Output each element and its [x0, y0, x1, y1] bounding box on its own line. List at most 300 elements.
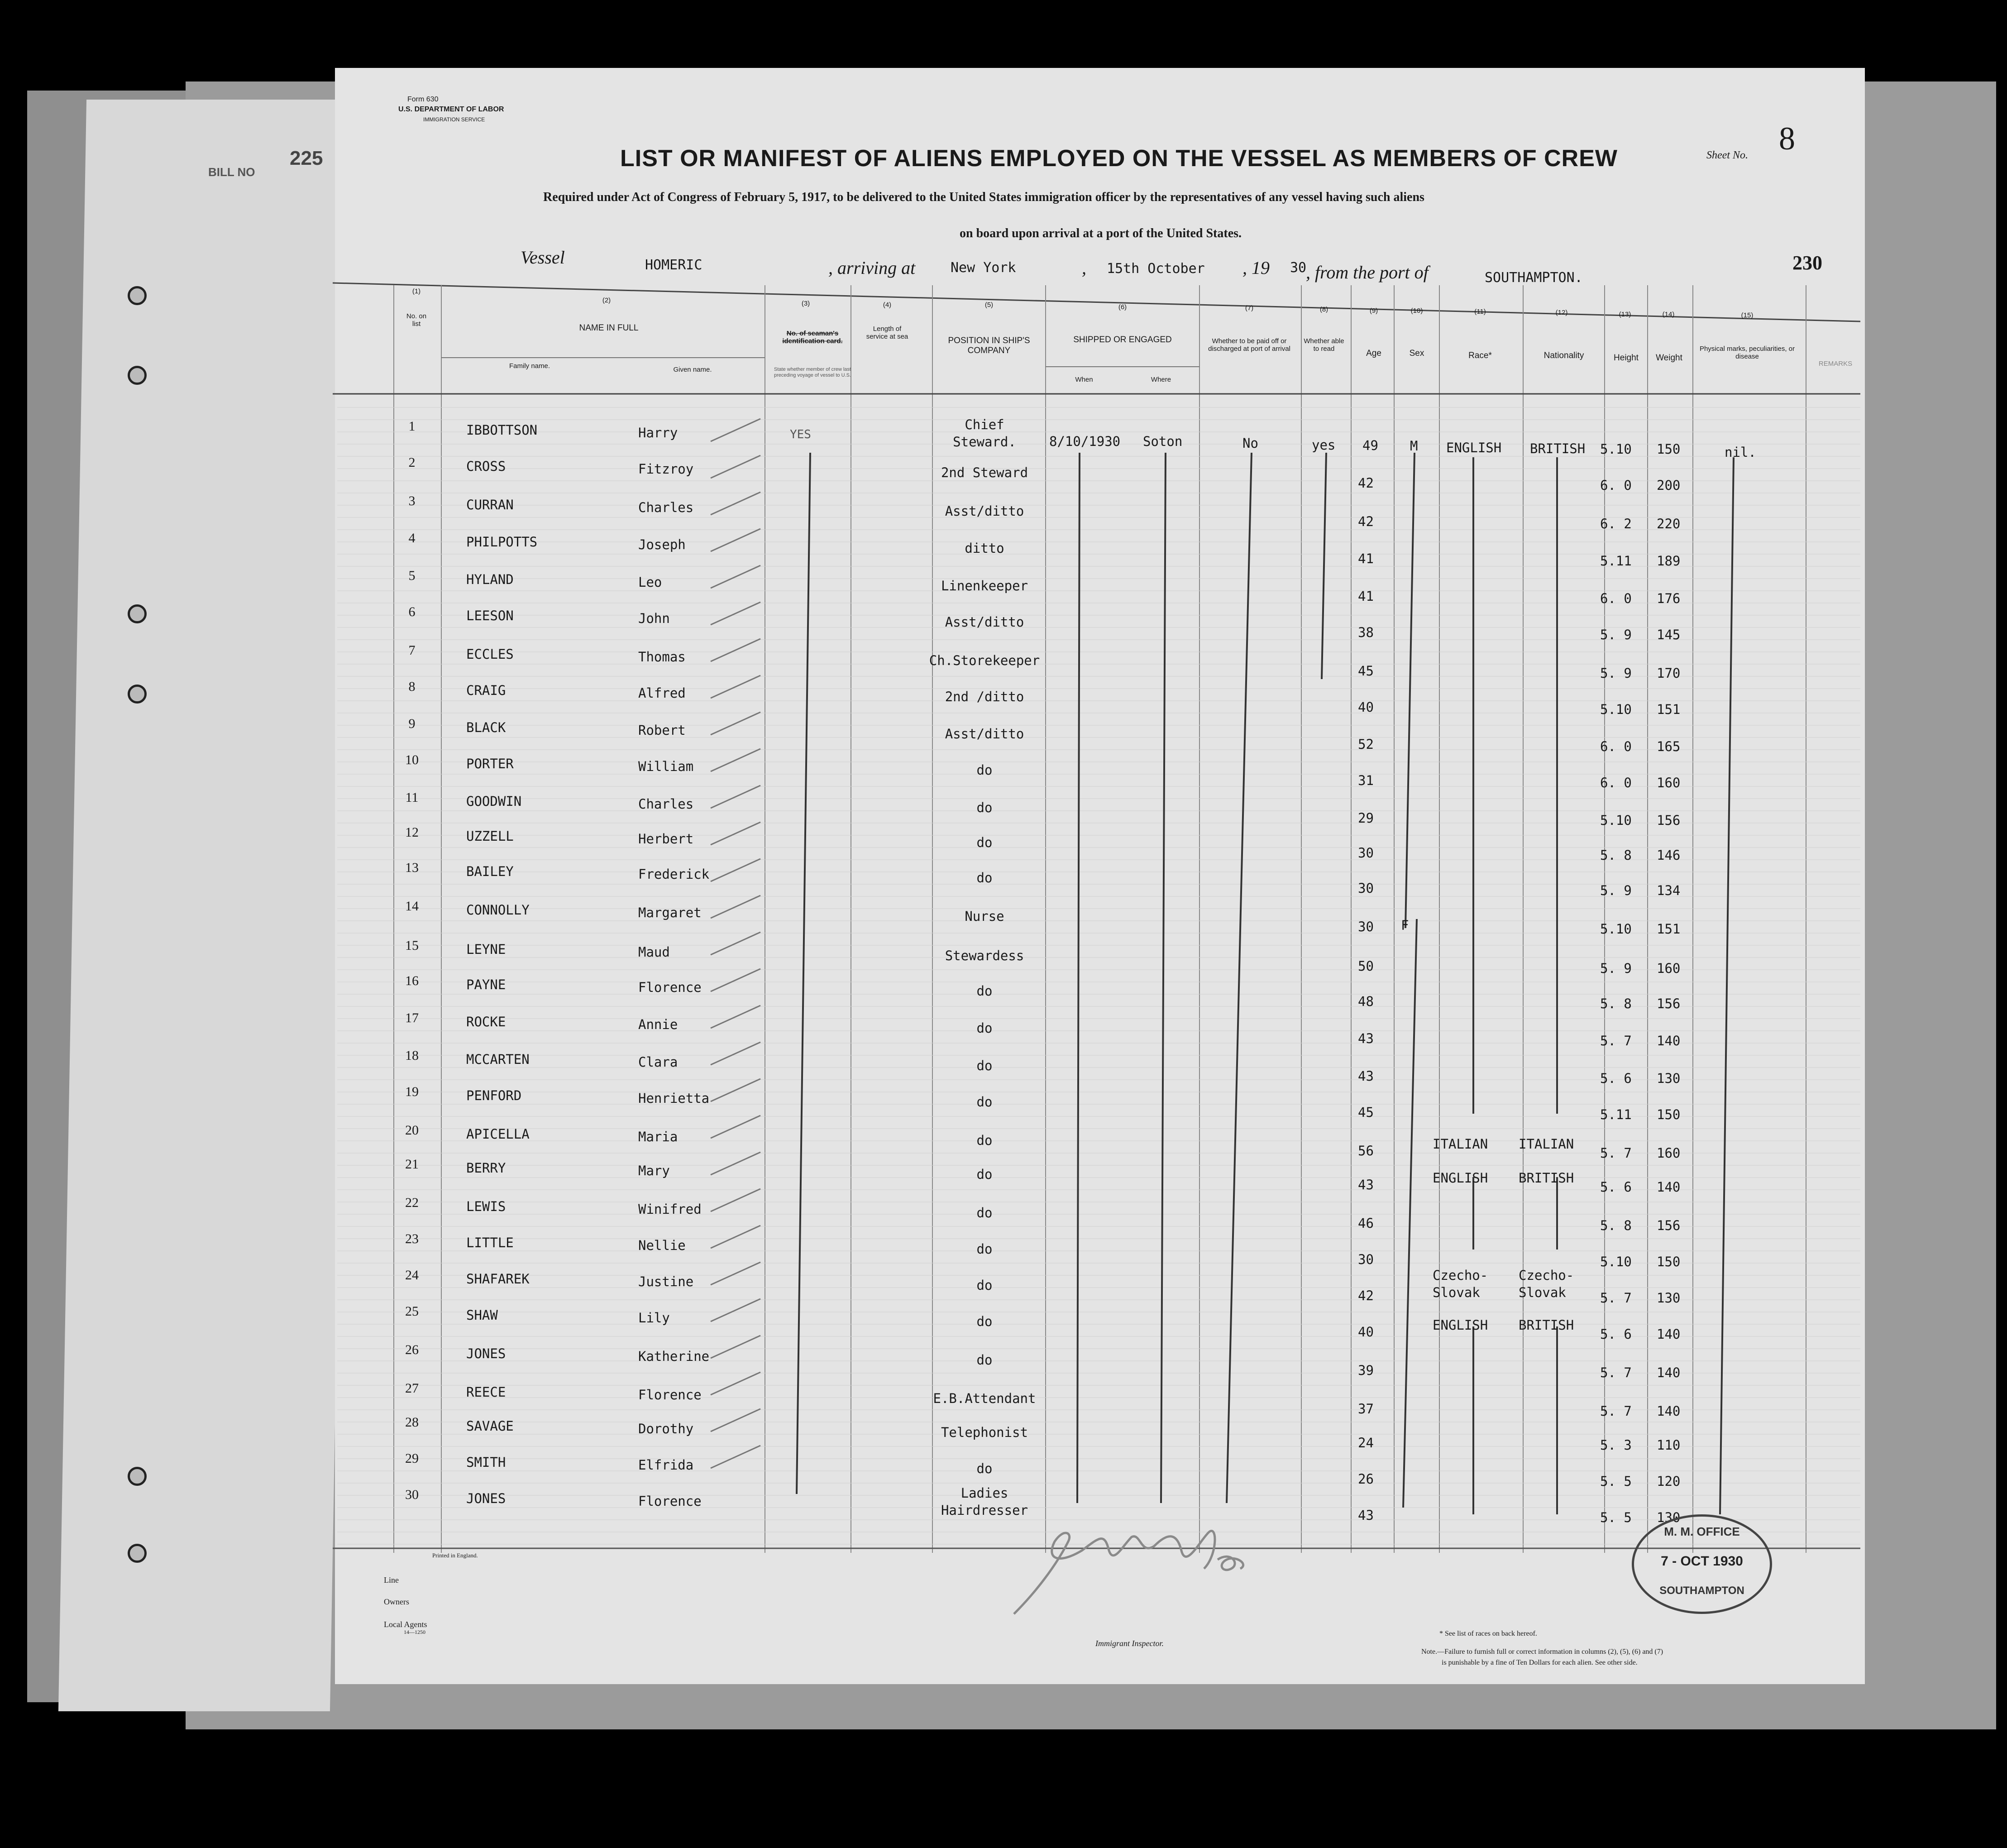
document-title: LIST OR MANIFEST OF ALIENS EMPLOYED ON THE VESSEL AS MEMBERS OF CREW — [620, 145, 1618, 172]
weight: 151 — [1657, 921, 1681, 937]
family-name: UZZELL — [466, 828, 514, 844]
form-number: Form 630 — [407, 96, 439, 103]
row-number: 10 — [405, 752, 419, 767]
col5-number: (5) — [984, 301, 994, 309]
weight: 130 — [1657, 1071, 1681, 1086]
row-number: 22 — [405, 1195, 419, 1210]
age: 52 — [1358, 737, 1374, 752]
position: Nurse — [965, 909, 1004, 924]
weight: 165 — [1657, 739, 1681, 754]
row-number: 11 — [405, 790, 419, 805]
family-name: IBBOTTSON — [466, 422, 538, 438]
bill-label: BILL NO — [208, 165, 255, 179]
height: 5. 9 — [1600, 883, 1632, 898]
weight: 120 — [1657, 1474, 1681, 1489]
age: 50 — [1358, 958, 1374, 974]
weight: 160 — [1657, 775, 1681, 790]
given-name: John — [638, 611, 670, 626]
row-number: 28 — [405, 1415, 419, 1430]
height: 5. 8 — [1600, 1218, 1632, 1233]
check-mark — [711, 1005, 760, 1028]
bill-value: 225 — [290, 147, 323, 169]
nationality: BRITISH — [1530, 441, 1586, 456]
race: ITALIAN — [1433, 1136, 1488, 1152]
age: 48 — [1358, 994, 1374, 1009]
col7-number: (7) — [1245, 304, 1254, 312]
row-number: 9 — [408, 716, 416, 731]
stamp-date: 7 - OCT 1930 — [1661, 1554, 1743, 1569]
age: 30 — [1358, 881, 1374, 896]
manifest-scan: BILL NO 225 Form 630 U.S. DEPARTMENT OF LABOR IMMIGRATION SERVICE LIST OR MANIFEST OF ALIENS EMPLOYED ON THE VESSEL AS MEMBERS OF CREW Required under Act of Congress of February 5, 1917, to be delivered to the United States immigration officer by the representatives of any vessel having such aliens on board upon arrival at a port of the United States. Sheet No. 8 230 Vessel HOMERIC , arriving at New York , 15th October , 19 30 , from the port of SOUTHAMPTON. (1) No. on list (2) NAME IN FULL Family name. Given name. (3) No. of seaman's identification card. State whether member of crew last preceding voyage of vessel to U.S. (4) Length of service at sea (5) POSITION IN SHIP'S COMPANY (6) SHIPPED OR ENGAGED When Where (7) Whether to be paid off or discharged at port of arrival (8) Whether able to read (9) Age (10) Sex (11) Race* (12) Nationality (13) Height (14) Weight (15) Physical marks, peculiarities, or disease REMARKS 1 IBBOTTSON Harry Chief Steward. 5.10 150 2 CROSS Fitzroy 2nd Steward 42 6. 0 200 3 CURRAN Charles Asst/ditto 42 6. 2 220 4 PHILPOTTS Joseph ditto 41 5.11 189 5 HYLAND Leo Linenkeeper 41 6. 0 176 6 LEESON John Asst/ditto 38 5. 9 145 7 ECCLES Thomas Ch.Storekeeper 45 5. 9 170 8 CRAIG Alfred 2nd /ditto 40 5.10 151 9 BLACK Robert Asst/ditto 52 6. 0 165 10 PORTER William do 31 6. 0 160 11 GOODWIN Charles do 29 5.10 156 12 UZZELL Herbert do 30 5. 8 146 13 BAILEY Frederick do 30 5. 9 134 14 CONNOLLY Margaret Nurse 30 F 5.10 151 15 LEYNE Maud Stewardess 50 5. 9 160 16 PAYNE Florence do 48 5. 8 156 17 ROCKE Annie do 43 5. 7 140 18 MCCARTEN Clara do 43 5. 6 130 19 PENFORD Henrietta do 45 5.11 150 20 APICELLA Maria do 56 ITALIAN ITALIAN 5. 7 160 21 BERRY Mary do 43 ENGLISH BRITISH 5. 6 140 22 LEWIS Winifred do 46 5. 8 156 23 LITTLE Nellie do 30 5.10 150 24 SHAFAREK Justine do 42 Czecho- Slovak Czecho- Slovak 5. 7 130 25 SHAW Lily do 40 ENGLISH BRITISH 5. 6 140 26 JONES Katherine do 39 5. 7 140 27 REECE Florence E.B.Attendant 37 5. 7 140 28 SAVAGE Dorothy Telephonist 24 5. 3 110 29 SMITH Elfrida do 26 5. 5 120 30 JONES Florence Ladies Hairdresser 43 5. 5 130 49 YES 8/10/1930 Soton No yes M ENGLISH BRITISH nil. Printed in England. Line Owners Local Agents 14—1250 Immigrant Inspector. * See list of races on back hereof. Note.—Failure to furnish full or correct information in columns (2), (5), (6) and (7) is punishable by a fine of Ten Dollars for each alien. See other side. M. M. OFFICE 7 - OCT 1930 SOUTHAMPTON — [0, 0, 2007, 1848]
shipped-where: Soton — [1143, 434, 1183, 449]
col3-number: (3) — [801, 300, 810, 307]
position: Telephonist — [941, 1425, 1028, 1440]
col15-header: Physical marks, peculiarities, or disease — [1699, 345, 1795, 360]
position: do — [976, 1058, 993, 1073]
weight: 160 — [1657, 961, 1681, 976]
position: do — [976, 1094, 993, 1110]
physical-marks: nil. — [1725, 445, 1756, 460]
height: 5. 7 — [1600, 1365, 1632, 1380]
age: 43 — [1358, 1508, 1374, 1523]
check-mark — [711, 932, 760, 955]
position: Asst/ditto — [945, 614, 1024, 630]
height: 5.10 — [1600, 702, 1632, 717]
age: 43 — [1358, 1031, 1374, 1046]
age: 41 — [1358, 551, 1374, 566]
height: 5. 7 — [1600, 1145, 1632, 1161]
weight: 140 — [1657, 1403, 1681, 1419]
paid-off: No — [1242, 436, 1258, 451]
given-name: Henrietta — [638, 1091, 710, 1106]
col14-header: Weight — [1656, 353, 1682, 363]
col2a-header: Family name. — [509, 362, 550, 370]
family-name: BERRY — [466, 1160, 506, 1176]
col2b-header: Given name. — [673, 366, 712, 373]
family-name: PHILPOTTS — [466, 534, 538, 550]
row-number: 7 — [408, 643, 416, 658]
row-number: 5 — [408, 568, 416, 583]
col3-header: No. of seaman's identification card. — [782, 330, 843, 345]
given-name: Lily — [638, 1310, 670, 1326]
family-name: CURRAN — [466, 497, 514, 512]
sheet-number: 8 — [1779, 120, 1795, 157]
position: 2nd /ditto — [945, 689, 1024, 704]
height: 5. 7 — [1600, 1403, 1632, 1419]
family-name: LEESON — [466, 608, 514, 623]
row-number: 4 — [408, 531, 416, 546]
check-mark — [711, 712, 760, 735]
ditto-mark — [1720, 457, 1734, 1514]
weight: 200 — [1657, 478, 1681, 493]
position: 2nd Steward — [941, 465, 1028, 480]
row-number: 2 — [408, 455, 416, 470]
race: ENGLISH — [1433, 1317, 1488, 1333]
position: Ch.Storekeeper — [929, 653, 1040, 668]
row-number: 19 — [405, 1084, 419, 1099]
check-mark — [711, 895, 760, 918]
document-subtitle: Required under Act of Congress of February 5, 1917, to be delivered to the United States immigration officer by the representatives of any vessel having such aliens — [543, 190, 1424, 204]
col8-number: (8) — [1319, 306, 1328, 313]
given-name: Annie — [638, 1017, 678, 1032]
from-label: , from the port of — [1306, 262, 1429, 282]
position: do — [976, 983, 993, 999]
height: 5. 9 — [1600, 961, 1632, 976]
agents-code: 14—1250 — [404, 1629, 425, 1635]
arriving-label: , arriving at — [828, 258, 916, 278]
check-mark — [711, 1262, 760, 1285]
family-name: LITTLE — [466, 1235, 514, 1250]
ditto-mark — [1227, 453, 1252, 1503]
weight: 160 — [1657, 1145, 1681, 1161]
nationality: Czecho- — [1519, 1268, 1574, 1283]
weight: 110 — [1657, 1437, 1681, 1453]
position: Ladies — [960, 1485, 1008, 1501]
check-mark — [711, 419, 760, 441]
inspector-signature — [1005, 1514, 1267, 1623]
weight: 134 — [1657, 883, 1681, 898]
age: 42 — [1358, 475, 1374, 491]
col10-header: Sex — [1409, 349, 1424, 358]
given-name: Charles — [638, 796, 694, 812]
col12-number: (12) — [1555, 309, 1568, 316]
inspector-label: Immigrant Inspector. — [1095, 1639, 1164, 1648]
check-mark — [711, 602, 760, 625]
from-port: SOUTHAMPTON. — [1485, 270, 1583, 286]
height: 5.10 — [1600, 921, 1632, 937]
height: 6. 0 — [1600, 591, 1632, 606]
check-mark — [711, 785, 760, 808]
nationality: ITALIAN — [1519, 1136, 1574, 1152]
office-stamp — [1632, 1514, 1772, 1614]
fine-note-1: Note.—Failure to furnish full or correct information in columns (2), (5), (6) and (7) — [1421, 1648, 1663, 1656]
height: 5. 8 — [1600, 996, 1632, 1011]
owners-label: Owners — [384, 1597, 409, 1606]
col4-number: (4) — [883, 301, 892, 309]
weight: 220 — [1657, 516, 1681, 531]
given-name: Thomas — [638, 649, 686, 665]
position-line-2: Hairdresser — [941, 1503, 1028, 1518]
check-mark — [711, 1226, 760, 1248]
check-mark — [711, 1446, 760, 1468]
check-mark — [711, 749, 760, 771]
ditto-mark — [1403, 919, 1417, 1508]
family-name: LEYNE — [466, 942, 506, 957]
stamp-bottom: SOUTHAMPTON — [1659, 1585, 1744, 1597]
col11-header: Race* — [1468, 351, 1492, 360]
col5-header: POSITION IN SHIP'S COMPANY — [948, 336, 1030, 355]
family-name: ECCLES — [466, 646, 514, 662]
weight: 170 — [1657, 665, 1681, 681]
given-name: Joseph — [638, 537, 686, 552]
col2-number: (2) — [602, 297, 611, 304]
height: 5. 6 — [1600, 1326, 1632, 1342]
col12-header: Nationality — [1543, 351, 1584, 360]
stamp-top: M. M. OFFICE — [1664, 1525, 1740, 1538]
position: Linenkeeper — [941, 578, 1028, 594]
age: 38 — [1358, 625, 1374, 640]
col11-number: (11) — [1474, 308, 1486, 316]
age: 56 — [1358, 1143, 1374, 1159]
row-number: 1 — [408, 419, 416, 434]
given-name: Florence — [638, 1387, 702, 1403]
age: 30 — [1358, 1252, 1374, 1267]
check-mark — [711, 1079, 760, 1101]
age: 40 — [1358, 699, 1374, 715]
ident-card: YES — [790, 428, 811, 441]
given-name: Justine — [638, 1274, 694, 1289]
row-number: 24 — [405, 1268, 419, 1283]
weight: 130 — [1657, 1510, 1681, 1525]
page-number: 230 — [1792, 252, 1822, 274]
position: do — [976, 800, 993, 815]
position: do — [976, 1205, 993, 1221]
check-mark — [711, 455, 760, 478]
height: 5. 3 — [1600, 1437, 1632, 1453]
row-number: 23 — [405, 1231, 419, 1246]
height: 5. 7 — [1600, 1290, 1632, 1306]
col9-header: Age — [1366, 349, 1381, 358]
fine-note-2: is punishable by a fine of Ten Dollars for each alien. See other side. — [1442, 1659, 1638, 1666]
height: 5. 5 — [1600, 1510, 1632, 1525]
race: ENGLISH — [1433, 1170, 1488, 1186]
family-name: CROSS — [466, 459, 506, 474]
weight: 145 — [1657, 627, 1681, 642]
check-mark — [711, 969, 760, 991]
row-number: 8 — [408, 679, 416, 694]
height: 5. 8 — [1600, 847, 1632, 863]
height: 5.11 — [1600, 1107, 1632, 1122]
position: do — [976, 1167, 993, 1182]
weight: 140 — [1657, 1326, 1681, 1342]
sex: M — [1410, 438, 1418, 454]
position: Stewardess — [945, 948, 1024, 963]
given-name: Winifred — [638, 1202, 702, 1217]
weight: 150 — [1657, 441, 1681, 457]
check-mark — [711, 1152, 760, 1175]
height: 5. 9 — [1600, 627, 1632, 642]
family-name: ROCKE — [466, 1014, 506, 1029]
row-number: 20 — [405, 1123, 419, 1138]
check-mark — [711, 859, 760, 881]
given-name: Maud — [638, 944, 670, 960]
weight: 140 — [1657, 1365, 1681, 1380]
weight: 150 — [1657, 1254, 1681, 1269]
family-name: JONES — [466, 1346, 506, 1361]
position: do — [976, 1241, 993, 1257]
given-name: Harry — [638, 425, 678, 440]
weight: 150 — [1657, 1107, 1681, 1122]
given-name: Clara — [638, 1054, 678, 1070]
col16-header: REMARKS — [1818, 360, 1853, 368]
row-number: 16 — [405, 973, 419, 988]
age: 40 — [1358, 1324, 1374, 1340]
position: do — [976, 870, 993, 886]
race: Czecho- — [1433, 1268, 1488, 1283]
height: 5. 6 — [1600, 1071, 1632, 1086]
ditto-mark — [797, 453, 810, 1494]
weight: 189 — [1657, 553, 1681, 569]
ditto-mark — [1405, 453, 1414, 928]
family-name: SHAFAREK — [466, 1271, 530, 1287]
height: 5.10 — [1600, 1254, 1632, 1269]
age: 24 — [1358, 1435, 1374, 1451]
row-number: 29 — [405, 1451, 419, 1466]
position-line-2: Steward. — [953, 434, 1016, 450]
given-name: Florence — [638, 980, 702, 995]
check-mark — [711, 1189, 760, 1211]
row-number: 12 — [405, 825, 419, 840]
weight: 156 — [1657, 1218, 1681, 1233]
col6-number: (6) — [1118, 303, 1127, 311]
check-mark — [711, 1409, 760, 1431]
col10-number: (10) — [1410, 307, 1423, 315]
line-label: Line — [384, 1575, 399, 1585]
check-mark — [711, 1372, 760, 1395]
age: 42 — [1358, 514, 1374, 529]
weight: 176 — [1657, 591, 1681, 606]
position: do — [976, 1314, 993, 1329]
sheet-label: Sheet No. — [1706, 149, 1748, 161]
family-name: BAILEY — [466, 864, 514, 879]
position: do — [976, 1461, 993, 1476]
given-name: Florence — [638, 1494, 702, 1509]
family-name: MCCARTEN — [466, 1052, 530, 1067]
age: 39 — [1358, 1363, 1374, 1378]
height: 5. 7 — [1600, 1033, 1632, 1048]
height: 6. 2 — [1600, 516, 1632, 531]
year-suffix: 30 — [1290, 260, 1307, 276]
able-to-read: yes — [1312, 437, 1336, 453]
check-mark — [711, 1116, 760, 1138]
height: 5. 6 — [1600, 1179, 1632, 1195]
age: 30 — [1358, 845, 1374, 861]
col1-header: No. on list — [406, 312, 427, 328]
family-name: JONES — [466, 1491, 506, 1506]
given-name: Frederick — [638, 867, 710, 882]
family-name: APICELLA — [466, 1126, 530, 1142]
family-name: SMITH — [466, 1455, 506, 1470]
col2-header: NAME IN FULL — [579, 323, 639, 333]
weight: 156 — [1657, 996, 1681, 1011]
family-name: GOODWIN — [466, 794, 522, 809]
position: Asst/ditto — [945, 503, 1024, 519]
family-name: PAYNE — [466, 977, 506, 992]
family-name: REECE — [466, 1384, 506, 1400]
age: 29 — [1358, 810, 1374, 826]
position: ditto — [965, 541, 1004, 556]
weight: 151 — [1657, 702, 1681, 717]
weight: 130 — [1657, 1290, 1681, 1306]
height: 5. 9 — [1600, 665, 1632, 681]
arrival-port: New York — [951, 260, 1016, 276]
nationality: BRITISH — [1519, 1317, 1574, 1333]
family-name: BLACK — [466, 720, 506, 735]
given-name: Nellie — [638, 1238, 686, 1253]
given-name: Charles — [638, 500, 694, 515]
col1-number: (1) — [412, 287, 421, 295]
given-name: Maria — [638, 1129, 678, 1144]
col13-number: (13) — [1619, 311, 1631, 318]
age: 49 — [1362, 438, 1378, 453]
position: do — [976, 1133, 993, 1148]
printed-in: Printed in England. — [432, 1552, 478, 1559]
age: 43 — [1358, 1177, 1374, 1192]
col3-note: State whether member of crew last preceding voyage of vessel to U.S. — [774, 367, 851, 378]
vessel-label: Vessel — [521, 247, 565, 268]
col8-header: Whether able to read — [1304, 337, 1344, 353]
height: 5.10 — [1600, 441, 1632, 457]
col15-number: (15) — [1741, 311, 1754, 319]
given-name: Dorothy — [638, 1421, 694, 1436]
weight: 140 — [1657, 1033, 1681, 1048]
race-line-2: Slovak — [1433, 1285, 1480, 1300]
weight: 146 — [1657, 847, 1681, 863]
given-name: Katherine — [638, 1349, 710, 1364]
col9-number: (9) — [1369, 307, 1378, 315]
age: 43 — [1358, 1068, 1374, 1084]
family-name: LEWIS — [466, 1199, 506, 1214]
row-number: 14 — [405, 899, 419, 914]
row-number: 30 — [405, 1487, 419, 1502]
department: U.S. DEPARTMENT OF LABOR — [398, 105, 504, 113]
race: ENGLISH — [1446, 440, 1502, 455]
position: E.B.Attendant — [933, 1391, 1036, 1406]
document-subtitle-2: on board upon arrival at a port of the United States. — [960, 226, 1242, 240]
sex: F — [1401, 918, 1409, 933]
height: 6. 0 — [1600, 478, 1632, 493]
row-number: 25 — [405, 1304, 419, 1319]
given-name: Leo — [638, 575, 662, 590]
check-mark — [711, 565, 760, 588]
year-prefix: , 19 — [1242, 258, 1270, 278]
family-name: SHAW — [466, 1307, 498, 1323]
row-number: 15 — [405, 938, 419, 953]
age: 45 — [1358, 663, 1374, 679]
age: 41 — [1358, 589, 1374, 604]
given-name: Fitzroy — [638, 461, 694, 477]
col14-number: (14) — [1662, 311, 1675, 318]
family-name: PORTER — [466, 756, 514, 771]
given-name: Alfred — [638, 685, 686, 701]
check-mark — [711, 492, 760, 515]
col7-header: Whether to be paid off or discharged at port of arrival — [1208, 337, 1290, 353]
col4-header: Length of service at sea — [866, 325, 908, 340]
nationality-line-2: Slovak — [1519, 1285, 1566, 1300]
agents-label: Local Agents — [384, 1620, 427, 1629]
races-note: * See list of races on back hereof. — [1439, 1630, 1537, 1637]
check-mark — [711, 675, 760, 698]
row-number: 26 — [405, 1342, 419, 1357]
position: do — [976, 1352, 993, 1368]
age: 30 — [1358, 919, 1374, 934]
vessel-name: HOMERIC — [645, 257, 702, 273]
row-number: 3 — [408, 493, 416, 508]
ditto-mark — [1077, 453, 1080, 1503]
age: 42 — [1358, 1288, 1374, 1303]
height: 5.10 — [1600, 813, 1632, 828]
given-name: Mary — [638, 1163, 670, 1178]
age: 45 — [1358, 1105, 1374, 1120]
family-name: SAVAGE — [466, 1418, 514, 1434]
given-name: Elfrida — [638, 1457, 694, 1473]
weight: 156 — [1657, 813, 1681, 828]
given-name: Robert — [638, 723, 686, 738]
weight: 140 — [1657, 1179, 1681, 1195]
row-number: 13 — [405, 860, 419, 875]
height: 5.11 — [1600, 553, 1632, 569]
col6-header: SHIPPED OR ENGAGED — [1073, 335, 1172, 345]
